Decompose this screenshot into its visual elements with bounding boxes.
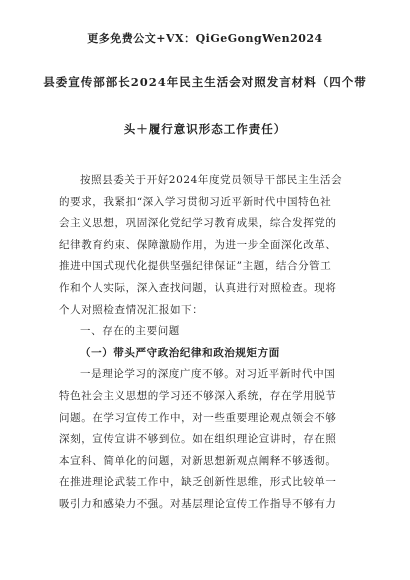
paragraph-line: 纪律教育约束、保障激励作用，为进一步全面深化改革、 — [59, 238, 337, 251]
paragraph-line: 深刻，宣传宣讲不够到位。如在组织理论宣讲时，存在照 — [59, 433, 337, 446]
paragraph-line: 的要求，我紧扣“深入学习贯彻习近平新时代中国特色社 — [59, 195, 332, 208]
promo-header: 更多免费公文+VX：QiGeGongWen2024 — [87, 32, 323, 45]
section-heading: 一、存在的主要问题 — [80, 325, 180, 338]
document-title-line-1: 县委宣传部部长2024年民主生活会对照发言材料（四个带 — [43, 75, 367, 89]
paragraph-line: 作和个人实际，深入查找问题，认真进行对照检查。现将 — [59, 281, 337, 294]
document-body — [59, 170, 359, 516]
paragraph-line: 一是理论学习的深度广度不够。对习近平新时代中国 — [80, 368, 336, 381]
subsection-heading: （一）带头严守政治纪律和政治规矩方面 — [80, 346, 280, 359]
paragraph-line: 会主义思想，巩固深化党纪学习教育成果，综合发挥党的 — [59, 217, 337, 230]
paragraph-line: 吸引力和感染力不强。对基层理论宣传工作指导不够有力 — [59, 497, 337, 510]
paragraph-line: 本宣科、简单化的问题，对新思想新观点阐释不够透彻。 — [59, 454, 337, 467]
paragraph-line: 特色社会主义思想的学习还不够深入系统，存在学用脱节 — [59, 389, 337, 402]
paragraph-line: 问题。在学习宣传工作中，对一些重要理论观点领会不够 — [59, 411, 337, 424]
paragraph-line: 个人对照检查情况汇报如下： — [59, 303, 204, 316]
paragraph-line: 在推进理论武装工作中，缺乏创新性思维，形式比较单一 — [59, 476, 337, 489]
document-title-line-2: 头＋履行意识形态工作责任） — [123, 122, 287, 136]
paragraph-line: 按照县委关于开好2024年度党员领导干部民主生活会 — [80, 174, 343, 186]
paragraph-line: 推进中国式现代化提供坚强纪律保证”主题，结合分管工 — [59, 260, 332, 273]
